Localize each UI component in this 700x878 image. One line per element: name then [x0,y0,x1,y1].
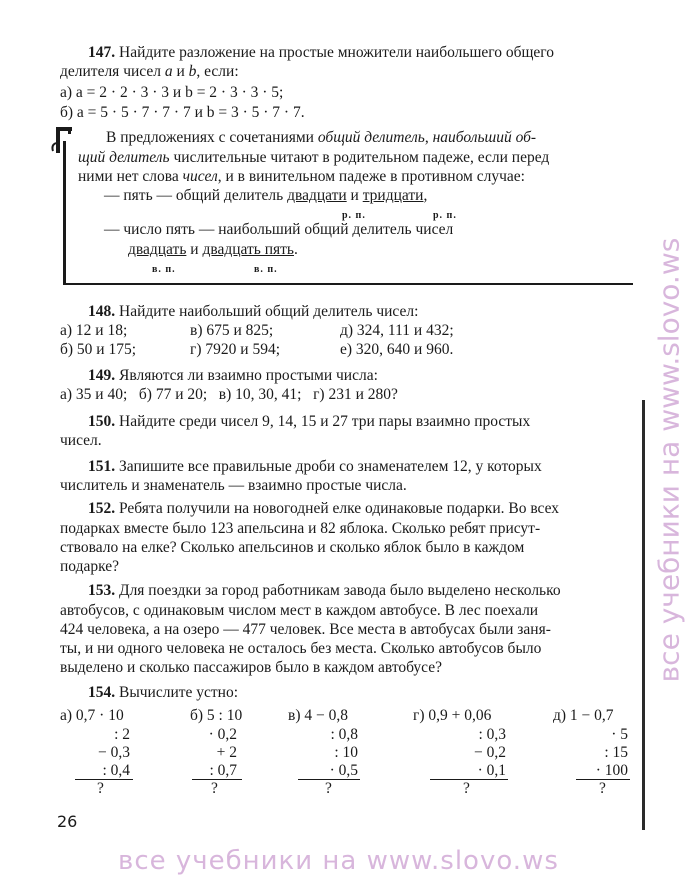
watermark-bottom: все учебники на www.slovo.ws [118,846,559,876]
calc-chain-op: : 2 [114,726,130,743]
note-icon [51,123,75,162]
calc-chain-op: : 0,7 [209,762,237,779]
note-example2: — число пять — наибольший общий делитель чисел [104,221,454,238]
calc-chain-op: + 2 [216,744,237,761]
problem-153-line3: 424 человека, а на озеро — 477 человек. Все места в автобусах были заня- [60,621,551,638]
calc-chain-op: : 0,8 [330,726,358,743]
problem-152-line1: 152. Ребята получили на новогодней елке одинаковые подарки. Во всех [88,500,560,517]
problem-148-title: 148. Найдите наибольший общий делитель чисел: [88,303,419,320]
problem-149-title: 149. Являются ли взаимно простыми числа: [88,367,378,384]
problem-153-line4: ты, и ни одного человека не осталось без места. Сколько автобусов было [60,640,542,657]
problem-153-line2: автобусов, с одинаковым числом мест в каждом автобусе. В лес поехали [60,602,539,619]
calc-chain-op: · 0,5 [329,762,358,779]
calc-chain-op: : 10 [334,744,358,761]
calc-chain-answer: ? [463,780,470,797]
calc-chain-op: : 0,4 [102,762,130,779]
calc-chain-op: : 15 [604,744,628,761]
case-label-vp1: в. п. [152,264,176,275]
note-box-bottom-border [63,283,633,285]
problem-149-items: а) 35 и 40; б) 77 и 20; в) 10, 30, 41; г) 231 и 280? [60,386,398,403]
calc-chain-op: · 5 [611,726,628,743]
case-label-vp2: в. п. [254,264,278,275]
problem-153-line5: выделено и сколько пассажиров было в каждом автобусе? [60,659,443,676]
calc-chain-label: в) 4 − 0,8 [288,707,348,724]
problem-148-item: е) 320, 640 и 960. [340,341,454,358]
calc-chain-answer: ? [97,780,104,797]
calc-chain-op: − 0,2 [474,744,506,761]
calc-chain-op: : 0,3 [478,726,506,743]
note-box-left-border [63,141,66,283]
calc-chain-label: а) 0,7 · 10 [60,707,124,724]
calc-chain-rule [75,779,133,780]
problem-152-line3: ствовало на елке? Сколько апельсинов и сколько яблок было в каждом [60,539,525,556]
calc-chain-op: − 0,3 [98,744,130,761]
problem-147-a: а) a = 2 · 2 · 3 · 3 и b = 2 · 3 · 3 · 5; [60,84,284,101]
problem-147-b: б) a = 5 · 5 · 7 · 7 · 7 и b = 3 · 5 · 7 · 7. [60,104,305,121]
problem-148-item: а) 12 и 18; [60,322,128,339]
note-example1: — пять — общий делитель двадцати и тридцати, [104,187,428,204]
note-example3: двадцать и двадцать пять. [128,241,298,258]
page-edge-rule [642,400,645,830]
calc-chain-op: · 100 [595,762,628,779]
calc-chain-answer: ? [325,780,332,797]
calc-chain-answer: ? [599,780,606,797]
problem-152-line2: подарках вместе было 123 апельсина и 82 яблока. Сколько ребят присут- [60,520,541,537]
problem-153-line1: 153. Для поездки за город работникам завода было выделено несколько [88,582,561,599]
problem-148-item: г) 7920 и 594; [190,341,280,358]
calc-chain-answer: ? [211,780,218,797]
problem-150-line1: 150. Найдите среди чисел 9, 14, 15 и 27 три пары взаимно простых [88,413,531,430]
problem-147-line1: 147. Найдите разложение на простые множители наибольшего общего [88,44,555,61]
problem-148-item: в) 675 и 825; [190,322,274,339]
calc-chain-op: · 0,2 [208,726,237,743]
calc-chain-label: д) 1 − 0,7 [553,707,614,724]
problem-150-line2: чисел. [60,432,102,449]
calc-chain-label: г) 0,9 + 0,06 [413,707,492,724]
note-line3: ними нет слова чисел, и в винительном падеже в противном случае: [78,168,525,185]
problem-151-line2: числитель и знаменатель — взаимно простые числа. [60,477,407,494]
watermark-side: все учебники на www.slovo.ws [652,237,686,683]
note-line1: В предложениях с сочетаниями общий делитель, наибольший об- [106,129,537,146]
problem-148-item: б) 50 и 175; [60,341,137,358]
problem-151-line1: 151. Запишите все правильные дроби со знаменателем 12, у которых [88,458,542,475]
case-label-rp1: р. п. [342,210,366,221]
calc-chain-op: · 0,1 [477,762,506,779]
problem-152-line4: подарке? [60,558,120,575]
case-label-rp2: р. п. [433,210,457,221]
calc-chain-label: б) 5 : 10 [190,707,243,724]
page-number: 26 [57,812,78,831]
note-line2: щий делитель числительные читают в родительном падеже, если перед [78,149,550,166]
problem-154-title: 154. Вычислите устно: [88,684,239,701]
problem-147-line2: делителя чисел a и b, если: [60,63,239,80]
problem-148-item: д) 324, 111 и 432; [340,322,454,339]
